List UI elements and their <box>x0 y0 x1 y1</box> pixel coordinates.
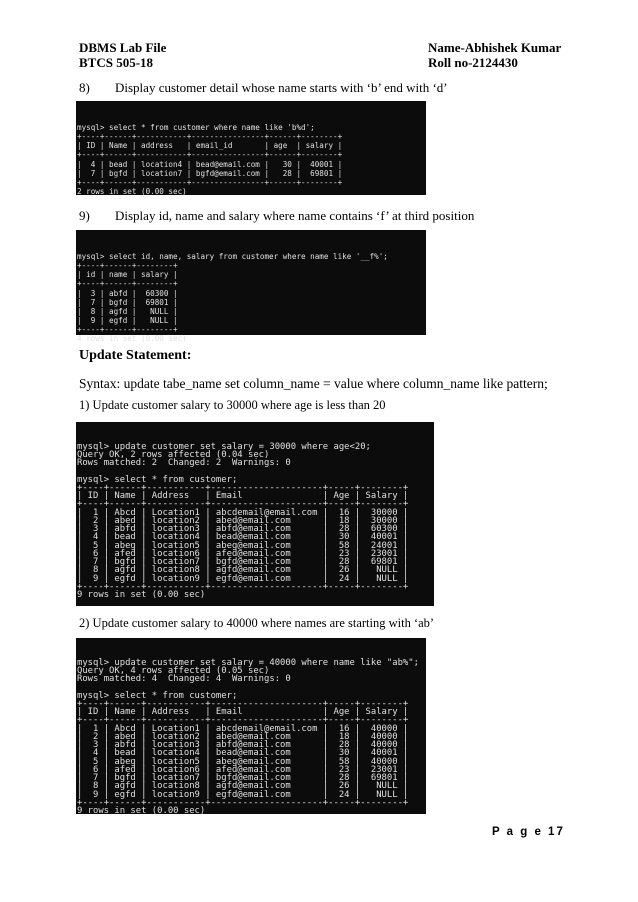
question-number: 9) <box>79 208 90 223</box>
terminal-output-q9 <box>76 230 426 344</box>
question-text: Display customer detail whose name starts with ‘b’ end with ‘d’ <box>115 80 448 95</box>
page-number: P a g e 17 <box>492 826 565 838</box>
question-8 <box>79 80 448 95</box>
header-course-title: DBMS Lab File <box>79 40 167 55</box>
update-task-2: 2) Update customer salary to 40000 where names are starting with ‘ab’ <box>79 616 435 630</box>
terminal-output-q8 <box>76 101 426 195</box>
header-course-code: BTCS 505-18 <box>79 55 154 70</box>
terminal-text: mysql> select id, name, salary from customer where name like '__f%'; +----+------+--------+ | id | name | salary | +----+------+--------+ | 3 | abfd | 60300 | | 7 | bgfd | 69801 | | 8 | agfd | NULL | | 9 | egfd | NULL | +----+------+--------+ 4 rows in set (0.00 sec) <box>77 252 388 344</box>
update-task-1: 1) Update customer salary to 30000 where age is less than 20 <box>79 398 386 412</box>
terminal-text: mysql> update customer set salary = 30000 where age<20; Query OK, 2 rows affected (0.04 sec) Rows matched: 2 Changed: 2 Warnings: 0 mysql> select * from customer; +----+------+-----------+---------------------+-----+--------+ | ID | Name | Address | Email | Age | Salary | +----+------+-----------+---------------------+-----+--------+ | 1 | Abcd | Location1 | abcdemail@email.com | 16 | 30000 | | 2 | abed | location2 | abed@email.com | 18 | 30000 | | 3 | abfd | location3 | abfd@email.com | 28 | 60300 | | 4 | bead | location4 | bead@email.com | 30 | 40001 | | 5 | abeg | location5 | abeg@email.com | 58 | 24001 | | 6 | afed | location6 | afed@email.com | 23 | 23001 | | 7 | bgfd | location7 | bgfd@email.com | 28 | 69801 | | 8 | agfd | location8 | agfd@email.com | 26 | NULL | | 9 | egfd | location9 | egfd@email.com | 24 | NULL | +----+------+-----------+---------------------+-----+--------+ 9 rows in set (0.00 sec) <box>77 441 409 600</box>
section-heading: Update Statement: <box>79 348 192 363</box>
header-student-name: Name-Abhishek Kumar <box>428 40 562 55</box>
question-text: Display id, name and salary where name contains ‘f’ at third position <box>115 208 475 223</box>
terminal-text: mysql> select * from customer where name like 'b%d'; +----+------+-----------+----------------+------+--------+ | ID | Name | address | email_id | age | salary | +----+------+-----------+----------------+------+--------+ | 4 | bead | location4 | bead@email.com | 30 | 40001 | | 7 | bgfd | location7 | bgfd@email.com | 28 | 69801 | +----+------+-----------+----------------+------+--------+ 2 rows in set (0.00 sec) <box>77 123 343 196</box>
terminal-output-update-2 <box>76 638 426 814</box>
question-9 <box>79 208 474 223</box>
header-roll-number: Roll no-2124430 <box>428 55 518 70</box>
question-number: 8) <box>79 80 90 95</box>
syntax-line: Syntax: update tabe_name set column_name = value where column_name like pattern; <box>79 376 548 391</box>
terminal-output-update-1 <box>76 422 434 606</box>
terminal-text: mysql> update customer set salary = 40000 where name like "ab%"; Query OK, 4 rows affected (0.05 sec) Rows matched: 4 Changed: 4 Warnings: 0 mysql> select * from customer; +----+------+-----------+---------------------+-----+--------+ | ID | Name | Address | Email | Age | Salary | +----+------+-----------+---------------------+-----+--------+ | 1 | Abcd | Location1 | abcdemail@email.com | 16 | 40000 | | 2 | abed | location2 | abed@email.com | 18 | 40000 | | 3 | abfd | location3 | abfd@email.com | 28 | 40000 | | 4 | bead | location4 | bead@email.com | 30 | 40001 | | 5 | abeg | location5 | abeg@email.com | 58 | 40000 | | 6 | afed | location6 | afed@email.com | 23 | 23001 | | 7 | bgfd | location7 | bgfd@email.com | 28 | 69801 | | 8 | agfd | location8 | agfd@email.com | 26 | NULL | | 9 | egfd | location9 | egfd@email.com | 24 | NULL | +----+------+-----------+---------------------+-----+--------+ 9 rows in set (0.00 sec) <box>77 657 419 816</box>
